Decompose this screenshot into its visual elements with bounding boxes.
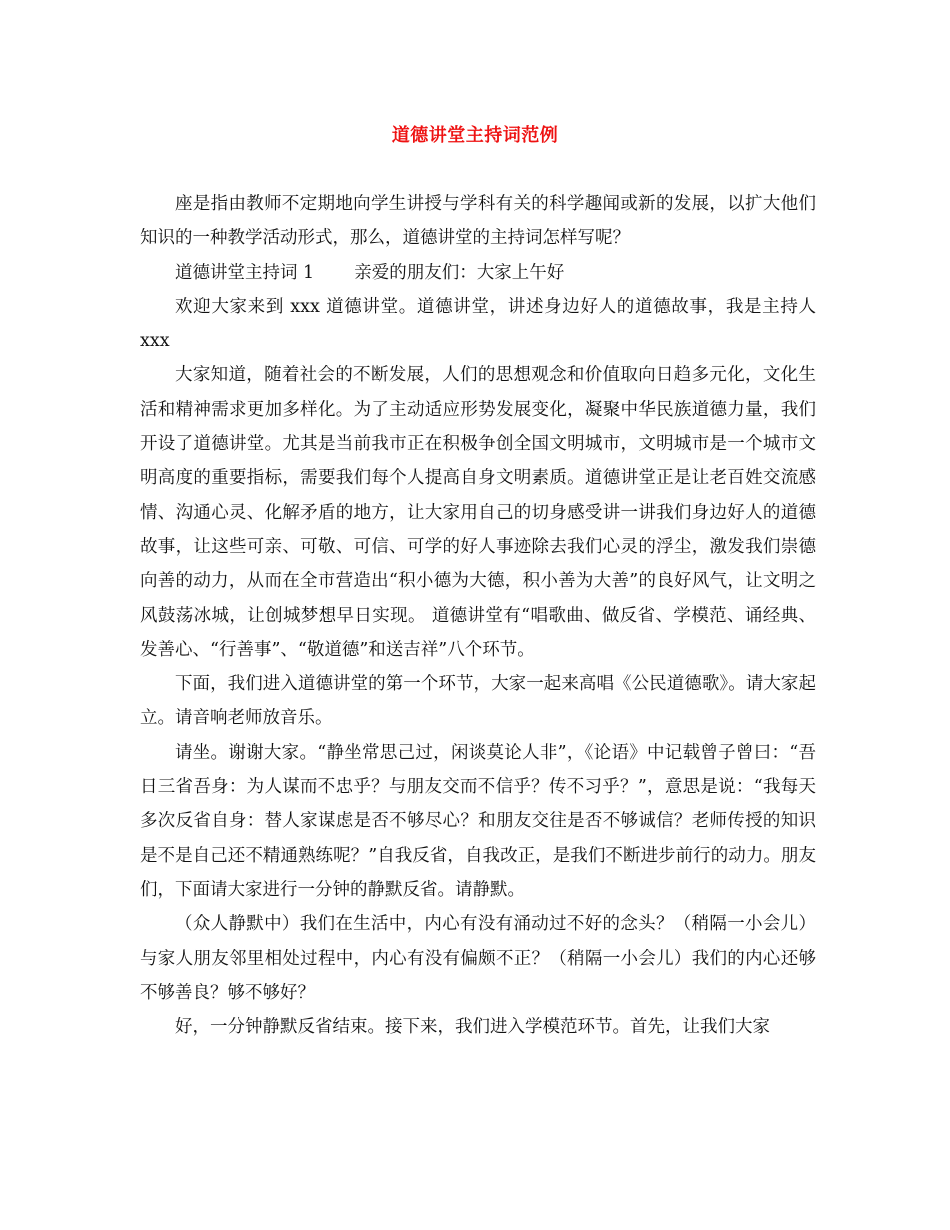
paragraph-silence: （众人静默中）我们在生活中，内心有没有涌动过不好的念头？（稍隔一小会儿）与家人朋友邻里相处过程中，内心有没有偏颇不正？（稍隔一小会儿）我们的内心还够不够善良？够不够好？ bbox=[140, 914, 816, 1003]
document-body bbox=[140, 187, 816, 1044]
paragraph-background: 大家知道，随着社会的不断发展，人们的思想观念和价值取向日趋多元化，文化生活和精神需求更加多样化。为了主动适应形势发展变化，凝聚中华民族道德力量，我们开设了道德讲堂。尤其是当前我市正在积极争创全国文明城市，文明城市是一个城市文明高度的重要指标，需要我们每个人提高自身文明素质。道德讲堂正是让老百姓交流感情、沟通心灵、化解矛盾的地方，让大家用自己的切身感受讲一讲我们身边好人的道德故事，让这些可亲、可敬、可信、可学的好人事迹除去我们心灵的浮尘，激发我们崇德向善的动力，从而在全市营造出“积小德为大德，积小善为大善”的良好风气，让文明之风鼓荡冰城，让创城梦想早日实现。 道德讲堂有“唱歌曲、做反省、学模范、诵经典、发善心、“行善事”、“敬道德”和送吉祥”八个环节。 bbox=[140, 365, 816, 660]
paragraph-song: 下面，我们进入道德讲堂的第一个环节，大家一起来高唱《公民道德歌》。请大家起立。请音响老师放音乐。 bbox=[140, 674, 816, 729]
section-heading: 道德讲堂主持词 1 bbox=[175, 262, 315, 283]
paragraph-welcome: 欢迎大家来到 xxx 道德讲堂。道德讲堂，讲述身边好人的道德故事，我是主持人 xxx bbox=[140, 296, 816, 352]
paragraph-heading-line bbox=[140, 256, 816, 290]
paragraph-model: 好，一分钟静默反省结束。接下来，我们进入学模范环节。首先，让我们大家 bbox=[175, 1017, 770, 1038]
greeting: 亲爱的朋友们：大家上午好 bbox=[354, 262, 565, 283]
paragraph-reflection: 请坐。谢谢大家。“静坐常思己过，闲谈莫论人非”，《论语》中记载曾子曾曰：“吾日三省吾身：为人谋而不忠乎？与朋友交而不信乎？传不习乎？”，意思是说：“我每天多次反省自身：替人家谋虑是否不够尽心？和朋友交往是否不够诚信？老师传授的知识是不是自己还不精通熟练呢？”自我反省，自我改正，是我们不断进步前行的动力。朋友们，下面请大家进行一分钟的静默反省。请静默。 bbox=[140, 742, 816, 900]
document-title: 道德讲堂主持词范例 bbox=[391, 125, 559, 146]
paragraph-intro: 座是指由教师不定期地向学生讲授与学科有关的科学趣闻或新的发展，以扩大他们知识的一种教学活动形式，那么，道德讲堂的主持词怎样写呢？ bbox=[140, 194, 816, 249]
